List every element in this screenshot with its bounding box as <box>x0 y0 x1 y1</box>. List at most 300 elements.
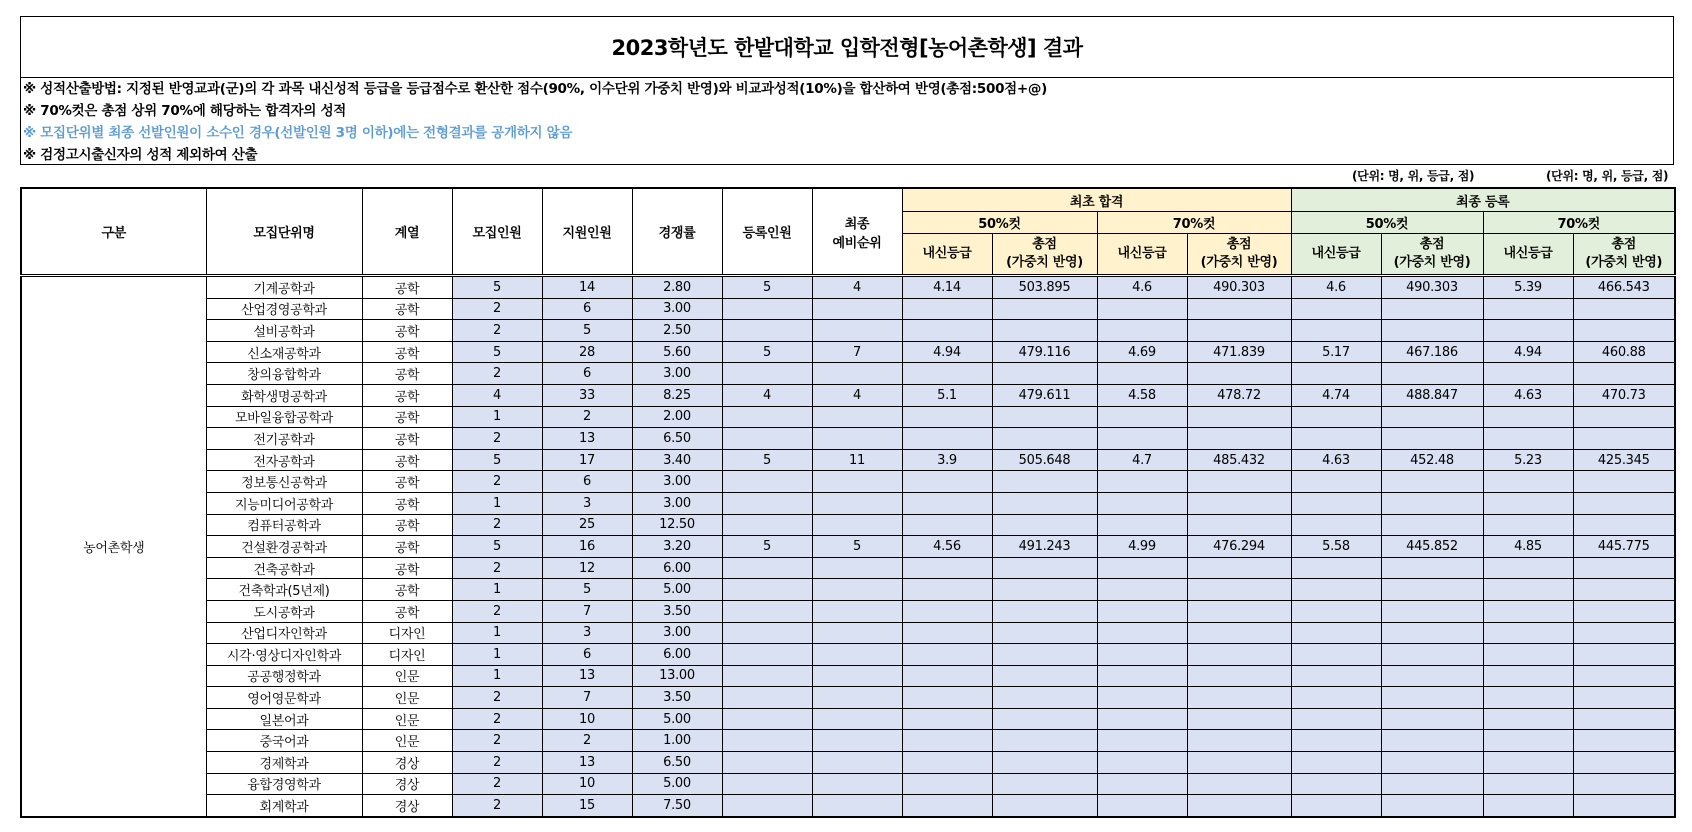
units-label-final: (단위: 명, 위, 등급, 점) <box>1546 169 1669 183</box>
table-row <box>21 298 1675 320</box>
quota-cell: 2 <box>452 428 542 450</box>
f50g-cell <box>1291 752 1381 774</box>
i50g-cell <box>902 730 992 752</box>
registered-cell <box>722 730 812 752</box>
table-row <box>21 665 1675 687</box>
applicants-cell: 13 <box>542 428 632 450</box>
f50t-cell <box>1381 773 1483 795</box>
applicants-cell: 16 <box>542 536 632 558</box>
i50g-cell <box>902 406 992 428</box>
note-small-quota: ※ 모집단위별 최종 선발인원이 소수인 경우(선발인원 3명 이하)에는 전형결과를 공개하지 않음 <box>23 125 573 141</box>
col-group-final-50cut: 50%컷 <box>1291 212 1483 234</box>
applicants-cell: 7 <box>542 600 632 622</box>
i50t-cell <box>992 795 1097 817</box>
col-header-registered: 등록인원 <box>722 188 812 276</box>
unit-name-cell: 화학생명공학과 <box>206 384 362 406</box>
col-group-final-registration: 최종 등록 <box>1291 188 1675 212</box>
applicants-cell: 6 <box>542 298 632 320</box>
table-row <box>21 600 1675 622</box>
i70t-cell <box>1187 557 1291 579</box>
f50g-cell: 4.63 <box>1291 449 1381 471</box>
i70g-cell: 4.99 <box>1097 536 1187 558</box>
i70g-cell <box>1097 708 1187 730</box>
quota-cell: 2 <box>452 320 542 342</box>
f50g-cell: 5.17 <box>1291 341 1381 363</box>
weighted-label: (가중치 반영) <box>1393 255 1471 270</box>
ratio-cell: 6.00 <box>632 644 722 666</box>
ratio-cell: 2.80 <box>632 276 722 299</box>
applicants-cell: 17 <box>542 449 632 471</box>
quota-cell: 2 <box>452 708 542 730</box>
f70t-cell <box>1573 730 1675 752</box>
registered-cell <box>722 665 812 687</box>
i70t-cell <box>1187 406 1291 428</box>
col-header-waitlist <box>812 188 902 276</box>
f50t-cell: 467.186 <box>1381 341 1483 363</box>
units-label-initial: (단위: 명, 위, 등급, 점) <box>1352 169 1475 183</box>
i70g-cell <box>1097 665 1187 687</box>
quota-cell: 1 <box>452 406 542 428</box>
i50t-cell <box>992 320 1097 342</box>
f70g-cell <box>1483 665 1573 687</box>
field-cell: 공학 <box>362 341 452 363</box>
unit-name-cell: 시각·영상디자인학과 <box>206 644 362 666</box>
f50t-cell <box>1381 557 1483 579</box>
i50t-cell <box>992 363 1097 385</box>
applicants-cell: 7 <box>542 687 632 709</box>
f50g-cell <box>1291 644 1381 666</box>
unit-name-cell: 창의융합학과 <box>206 363 362 385</box>
f50g-cell <box>1291 579 1381 601</box>
i50t-cell <box>992 665 1097 687</box>
total-label: 총점 <box>1611 237 1637 252</box>
table-row <box>21 536 1675 558</box>
ratio-cell: 3.00 <box>632 298 722 320</box>
i50g-cell <box>902 363 992 385</box>
registered-cell <box>722 644 812 666</box>
col-header-applicants: 지원인원 <box>542 188 632 276</box>
f50t-cell <box>1381 428 1483 450</box>
table-row <box>21 276 1675 299</box>
field-cell: 경상 <box>362 773 452 795</box>
table-row <box>21 752 1675 774</box>
f50t-cell <box>1381 600 1483 622</box>
applicants-cell: 3 <box>542 492 632 514</box>
waitlist-cell <box>812 471 902 493</box>
f70t-cell <box>1573 514 1675 536</box>
i70g-cell <box>1097 579 1187 601</box>
f70g-cell <box>1483 406 1573 428</box>
i70g-cell <box>1097 406 1187 428</box>
f70t-cell: 470.73 <box>1573 384 1675 406</box>
quota-cell: 5 <box>452 341 542 363</box>
col-header-quota: 모집인원 <box>452 188 542 276</box>
applicants-cell: 5 <box>542 320 632 342</box>
field-cell: 공학 <box>362 579 452 601</box>
waitlist-cell <box>812 795 902 817</box>
total-label: 총점 <box>1226 237 1252 252</box>
table-body <box>21 276 1675 817</box>
f50g-cell <box>1291 600 1381 622</box>
f70g-cell <box>1483 514 1573 536</box>
registered-cell <box>722 687 812 709</box>
waitlist-cell <box>812 320 902 342</box>
f70t-cell: 425.345 <box>1573 449 1675 471</box>
i50t-cell <box>992 752 1097 774</box>
i70g-cell <box>1097 557 1187 579</box>
f70t-cell <box>1573 600 1675 622</box>
field-cell: 경상 <box>362 752 452 774</box>
registered-cell <box>722 708 812 730</box>
f50t-cell <box>1381 320 1483 342</box>
unit-name-cell: 경제학과 <box>206 752 362 774</box>
i70t-cell <box>1187 773 1291 795</box>
f50g-cell: 4.74 <box>1291 384 1381 406</box>
waitlist-cell: 4 <box>812 384 902 406</box>
f70g-cell <box>1483 730 1573 752</box>
unit-name-cell: 융합경영학과 <box>206 773 362 795</box>
page-title: 2023학년도 한밭대학교 입학전형[농어촌학생] 결과 <box>21 17 1673 78</box>
i70t-cell <box>1187 687 1291 709</box>
i50t-cell <box>992 471 1097 493</box>
i50g-cell <box>902 492 992 514</box>
quota-cell: 2 <box>452 600 542 622</box>
f70t-cell <box>1573 428 1675 450</box>
ratio-cell: 3.20 <box>632 536 722 558</box>
f70t-cell <box>1573 687 1675 709</box>
registered-cell <box>722 622 812 644</box>
quota-cell: 5 <box>452 536 542 558</box>
ratio-cell: 7.50 <box>632 795 722 817</box>
i50g-cell <box>902 644 992 666</box>
i70g-cell: 4.6 <box>1097 276 1187 299</box>
unit-name-cell: 정보통신공학과 <box>206 471 362 493</box>
applicants-cell: 6 <box>542 363 632 385</box>
i70t-cell <box>1187 320 1291 342</box>
f70t-cell <box>1573 622 1675 644</box>
registered-cell <box>722 298 812 320</box>
registered-cell <box>722 471 812 493</box>
f50g-cell <box>1291 773 1381 795</box>
i50t-cell <box>992 298 1097 320</box>
i50g-cell <box>902 557 992 579</box>
waitlist-cell <box>812 752 902 774</box>
i50t-cell <box>992 622 1097 644</box>
f70g-cell <box>1483 363 1573 385</box>
ratio-cell: 3.40 <box>632 449 722 471</box>
registered-cell <box>722 600 812 622</box>
f70g-cell <box>1483 708 1573 730</box>
f50t-cell <box>1381 730 1483 752</box>
f50t-cell: 488.847 <box>1381 384 1483 406</box>
i50g-cell <box>902 665 992 687</box>
table-row <box>21 492 1675 514</box>
f50t-cell <box>1381 298 1483 320</box>
waitlist-cell: 4 <box>812 276 902 299</box>
waitlist-cell <box>812 708 902 730</box>
ratio-cell: 3.00 <box>632 363 722 385</box>
quota-cell: 1 <box>452 492 542 514</box>
f70t-cell: 460.88 <box>1573 341 1675 363</box>
applicants-cell: 2 <box>542 406 632 428</box>
f70g-cell <box>1483 492 1573 514</box>
table-row <box>21 730 1675 752</box>
f50t-cell <box>1381 752 1483 774</box>
unit-name-cell: 공공행정학과 <box>206 665 362 687</box>
f50g-cell <box>1291 795 1381 817</box>
i70g-cell <box>1097 730 1187 752</box>
applicants-cell: 6 <box>542 471 632 493</box>
f50t-cell <box>1381 644 1483 666</box>
f50g-cell: 5.58 <box>1291 536 1381 558</box>
f50t-cell <box>1381 579 1483 601</box>
unit-name-cell: 건축공학과 <box>206 557 362 579</box>
applicants-cell: 14 <box>542 276 632 299</box>
i70g-cell <box>1097 795 1187 817</box>
f50t-cell <box>1381 471 1483 493</box>
i70g-cell <box>1097 752 1187 774</box>
waitlist-cell: 7 <box>812 341 902 363</box>
i50t-cell <box>992 428 1097 450</box>
i50g-cell <box>902 622 992 644</box>
i70g-cell <box>1097 687 1187 709</box>
quota-cell: 1 <box>452 622 542 644</box>
waitlist-cell <box>812 557 902 579</box>
f70g-cell <box>1483 557 1573 579</box>
applicants-cell: 12 <box>542 557 632 579</box>
waitlist-cell <box>812 600 902 622</box>
f50g-cell <box>1291 320 1381 342</box>
table-row <box>21 708 1675 730</box>
i50t-cell <box>992 600 1097 622</box>
applicants-cell: 5 <box>542 579 632 601</box>
i70t-cell: 490.303 <box>1187 276 1291 299</box>
f70g-cell <box>1483 428 1573 450</box>
f70g-cell <box>1483 752 1573 774</box>
i50t-cell <box>992 557 1097 579</box>
table-row <box>21 428 1675 450</box>
unit-name-cell: 전자공학과 <box>206 449 362 471</box>
ratio-cell: 5.00 <box>632 773 722 795</box>
quota-cell: 5 <box>452 449 542 471</box>
f50t-cell <box>1381 514 1483 536</box>
i70t-cell: 478.72 <box>1187 384 1291 406</box>
waitlist-label-line2: 예비순위 <box>832 235 882 251</box>
f50g-cell <box>1291 406 1381 428</box>
applicants-cell: 28 <box>542 341 632 363</box>
waitlist-cell <box>812 428 902 450</box>
f70t-cell <box>1573 795 1675 817</box>
i50g-cell <box>902 579 992 601</box>
ratio-cell: 8.25 <box>632 384 722 406</box>
registered-cell <box>722 795 812 817</box>
quota-cell: 2 <box>452 471 542 493</box>
field-cell: 디자인 <box>362 622 452 644</box>
f50g-cell <box>1291 557 1381 579</box>
table-row <box>21 341 1675 363</box>
col-header-initial-50-total <box>992 234 1097 276</box>
table-row <box>21 557 1675 579</box>
col-group-initial-pass: 최초 합격 <box>902 188 1291 212</box>
document-header-box <box>20 16 1674 165</box>
table-row <box>21 320 1675 342</box>
field-cell: 인문 <box>362 730 452 752</box>
quota-cell: 2 <box>452 795 542 817</box>
waitlist-cell: 11 <box>812 449 902 471</box>
ratio-cell: 1.00 <box>632 730 722 752</box>
quota-cell: 1 <box>452 644 542 666</box>
f70g-cell <box>1483 622 1573 644</box>
unit-name-cell: 기계공학과 <box>206 276 362 299</box>
field-cell: 공학 <box>362 276 452 299</box>
f50g-cell <box>1291 622 1381 644</box>
i50t-cell <box>992 579 1097 601</box>
col-group-initial-70cut: 70%컷 <box>1097 212 1291 234</box>
waitlist-cell <box>812 406 902 428</box>
f50t-cell <box>1381 708 1483 730</box>
quota-cell: 1 <box>452 579 542 601</box>
quota-cell: 2 <box>452 363 542 385</box>
i70t-cell: 476.294 <box>1187 536 1291 558</box>
f70g-cell <box>1483 773 1573 795</box>
waitlist-cell <box>812 492 902 514</box>
f50g-cell <box>1291 665 1381 687</box>
f50t-cell <box>1381 492 1483 514</box>
f70g-cell <box>1483 298 1573 320</box>
i70t-cell <box>1187 752 1291 774</box>
registered-cell: 5 <box>722 341 812 363</box>
i50t-cell: 479.611 <box>992 384 1097 406</box>
i50g-cell <box>902 471 992 493</box>
waitlist-cell <box>812 363 902 385</box>
field-cell: 공학 <box>362 428 452 450</box>
f70g-cell <box>1483 320 1573 342</box>
f70g-cell: 4.85 <box>1483 536 1573 558</box>
registered-cell <box>722 320 812 342</box>
f70t-cell <box>1573 492 1675 514</box>
f70t-cell <box>1573 320 1675 342</box>
waitlist-cell <box>812 298 902 320</box>
i70t-cell <box>1187 514 1291 536</box>
results-table <box>20 187 1676 818</box>
waitlist-label-line1: 최종 <box>844 216 870 232</box>
i50t-cell <box>992 406 1097 428</box>
ratio-cell: 13.00 <box>632 665 722 687</box>
quota-cell: 2 <box>452 687 542 709</box>
f70g-cell <box>1483 579 1573 601</box>
f50t-cell <box>1381 665 1483 687</box>
i70t-cell <box>1187 644 1291 666</box>
col-header-initial-70-grade: 내신등급 <box>1097 234 1187 276</box>
note-calc-method: ※ 성적산출방법: 지정된 반영교과(군)의 각 과목 내신성적 등급을 등급점수로 환산한 점수(90%, 이수단위 가중치 반영)와 비교과성적(10%)을 합산하여 반영(총점:500점+@) <box>23 81 1047 97</box>
unit-name-cell: 건축학과(5년제) <box>206 579 362 601</box>
ratio-cell: 5.60 <box>632 341 722 363</box>
weighted-label: (가중치 반영) <box>1006 255 1083 270</box>
f50g-cell <box>1291 428 1381 450</box>
table-row <box>21 622 1675 644</box>
col-header-initial-50-grade: 내신등급 <box>902 234 992 276</box>
i50g-cell <box>902 514 992 536</box>
waitlist-cell <box>812 665 902 687</box>
f70g-cell: 5.39 <box>1483 276 1573 299</box>
applicants-cell: 3 <box>542 622 632 644</box>
f50t-cell: 490.303 <box>1381 276 1483 299</box>
ratio-cell: 6.00 <box>632 557 722 579</box>
weighted-label: (가중치 반영) <box>1200 255 1278 270</box>
field-cell: 인문 <box>362 687 452 709</box>
f50g-cell: 4.6 <box>1291 276 1381 299</box>
f70g-cell <box>1483 687 1573 709</box>
waitlist-cell <box>812 622 902 644</box>
i70t-cell: 485.432 <box>1187 449 1291 471</box>
quota-cell: 2 <box>452 752 542 774</box>
f70t-cell <box>1573 773 1675 795</box>
i70t-cell <box>1187 298 1291 320</box>
i50t-cell <box>992 644 1097 666</box>
table-row <box>21 773 1675 795</box>
table-row <box>21 471 1675 493</box>
i50g-cell <box>902 298 992 320</box>
registered-cell <box>722 514 812 536</box>
i70t-cell <box>1187 730 1291 752</box>
table-row <box>21 384 1675 406</box>
col-group-initial-50cut: 50%컷 <box>902 212 1097 234</box>
i50t-cell: 479.116 <box>992 341 1097 363</box>
registered-cell <box>722 363 812 385</box>
applicants-cell: 10 <box>542 708 632 730</box>
f50g-cell <box>1291 298 1381 320</box>
weighted-label: (가중치 반영) <box>1585 255 1663 270</box>
field-cell: 경상 <box>362 795 452 817</box>
i50t-cell <box>992 773 1097 795</box>
applicants-cell: 13 <box>542 752 632 774</box>
i70t-cell <box>1187 708 1291 730</box>
ratio-cell: 3.00 <box>632 622 722 644</box>
i70g-cell <box>1097 492 1187 514</box>
quota-cell: 2 <box>452 773 542 795</box>
i50g-cell: 4.94 <box>902 341 992 363</box>
f70t-cell <box>1573 708 1675 730</box>
field-cell: 공학 <box>362 492 452 514</box>
applicants-cell: 6 <box>542 644 632 666</box>
field-cell: 공학 <box>362 600 452 622</box>
unit-name-cell: 모바일융합공학과 <box>206 406 362 428</box>
unit-name-cell: 건설환경공학과 <box>206 536 362 558</box>
note-ged-excluded: ※ 검정고시출신자의 성적 제외하여 산출 <box>23 147 258 163</box>
f70t-cell <box>1573 665 1675 687</box>
table-row <box>21 406 1675 428</box>
col-header-initial-70-total <box>1187 234 1291 276</box>
f50g-cell <box>1291 492 1381 514</box>
table-row <box>21 449 1675 471</box>
quota-cell: 5 <box>452 276 542 299</box>
ratio-cell: 3.00 <box>632 492 722 514</box>
registered-cell <box>722 579 812 601</box>
i70g-cell <box>1097 600 1187 622</box>
i70g-cell <box>1097 428 1187 450</box>
col-header-gubun: 구분 <box>21 188 206 276</box>
i50g-cell <box>902 428 992 450</box>
applicants-cell: 10 <box>542 773 632 795</box>
i50t-cell: 505.648 <box>992 449 1097 471</box>
i70g-cell: 4.69 <box>1097 341 1187 363</box>
unit-name-cell: 회계학과 <box>206 795 362 817</box>
i50g-cell <box>902 687 992 709</box>
f50g-cell <box>1291 708 1381 730</box>
table-row <box>21 644 1675 666</box>
i70t-cell <box>1187 665 1291 687</box>
f70g-cell: 4.94 <box>1483 341 1573 363</box>
